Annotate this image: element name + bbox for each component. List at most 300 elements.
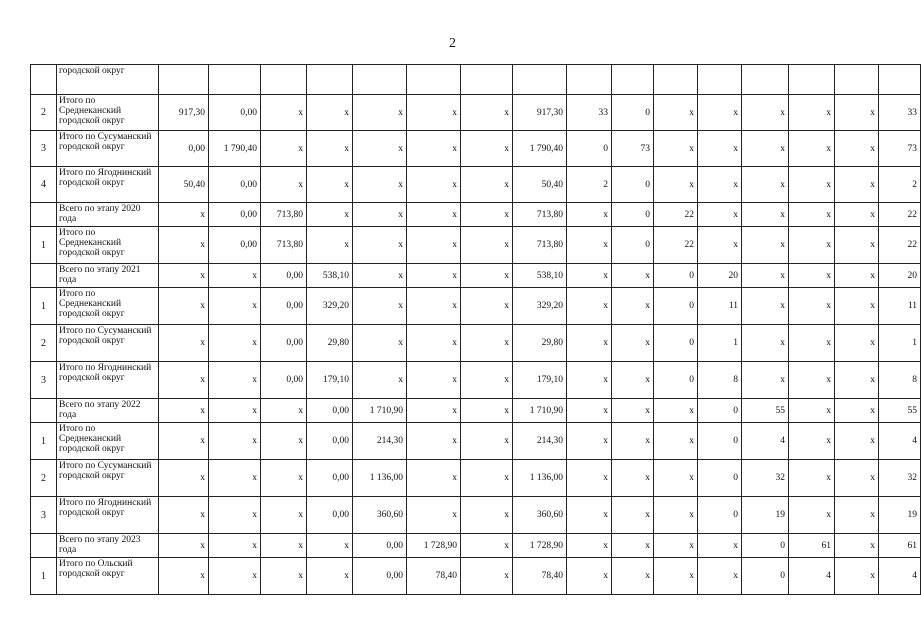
table-cell: 19	[742, 497, 789, 534]
table-cell: 55	[879, 399, 921, 423]
table-cell: 179,10	[513, 362, 567, 399]
row-number: 1	[31, 423, 57, 460]
table-cell	[209, 65, 261, 95]
table-cell: 0,00	[307, 423, 353, 460]
table-cell: x	[742, 264, 789, 288]
table-cell: 0,00	[159, 131, 209, 167]
table-cell	[159, 65, 209, 95]
table-cell: x	[209, 399, 261, 423]
table-cell: x	[835, 558, 879, 595]
table-cell: 1	[879, 325, 921, 362]
table-cell: x	[835, 264, 879, 288]
table-cell: 1 136,00	[353, 460, 407, 497]
table-cell: x	[835, 288, 879, 325]
table-cell: 2	[567, 167, 612, 203]
table-cell: 0	[612, 167, 654, 203]
table-cell: x	[567, 288, 612, 325]
table-cell: x	[567, 497, 612, 534]
table-cell: x	[261, 460, 307, 497]
table-row	[31, 325, 921, 362]
row-number	[31, 203, 57, 227]
table-row	[31, 288, 921, 325]
row-number: 1	[31, 288, 57, 325]
table-cell: x	[654, 558, 698, 595]
row-label: Итого по Ягоднинский городской округ	[57, 497, 159, 534]
table-row	[31, 423, 921, 460]
table-cell: x	[461, 95, 513, 131]
table-cell: 50,40	[513, 167, 567, 203]
table-cell: x	[567, 460, 612, 497]
table-cell: x	[698, 131, 742, 167]
table-cell: 73	[879, 131, 921, 167]
table-cell: x	[407, 423, 461, 460]
table-cell: x	[159, 362, 209, 399]
row-label: Итого по Сусуманский городской округ	[57, 325, 159, 362]
table-cell: x	[567, 558, 612, 595]
table-cell: 8	[879, 362, 921, 399]
row-number: 2	[31, 325, 57, 362]
table-cell: x	[407, 288, 461, 325]
table-cell: x	[407, 460, 461, 497]
table-cell: x	[353, 95, 407, 131]
table-cell: x	[261, 95, 307, 131]
row-label: Всего по этапу 2021 года	[57, 264, 159, 288]
row-label: Итого по Среднеканский городской округ	[57, 288, 159, 325]
table-cell: 0,00	[261, 362, 307, 399]
table-cell: x	[209, 460, 261, 497]
table-cell: x	[698, 95, 742, 131]
table-cell: x	[461, 227, 513, 264]
table-cell: x	[612, 399, 654, 423]
table-cell	[879, 65, 921, 95]
table-cell: 8	[698, 362, 742, 399]
table-cell: x	[835, 167, 879, 203]
table-cell: 20	[879, 264, 921, 288]
table-cell: x	[742, 288, 789, 325]
table-cell: x	[835, 131, 879, 167]
table-cell: x	[461, 460, 513, 497]
table-cell: 1 790,40	[209, 131, 261, 167]
table-cell: 61	[879, 534, 921, 558]
table-cell: x	[159, 460, 209, 497]
table-cell: 0,00	[353, 534, 407, 558]
table-row	[31, 497, 921, 534]
table-cell: x	[789, 227, 835, 264]
table-cell: x	[209, 264, 261, 288]
table-cell: x	[209, 497, 261, 534]
row-number: 1	[31, 558, 57, 595]
table-cell: x	[307, 227, 353, 264]
table-cell: x	[789, 95, 835, 131]
table-cell: x	[353, 288, 407, 325]
table-cell: x	[742, 325, 789, 362]
table-cell: x	[461, 558, 513, 595]
table-cell: x	[159, 203, 209, 227]
table-cell: 917,30	[159, 95, 209, 131]
table-cell: x	[261, 534, 307, 558]
table-cell: x	[789, 288, 835, 325]
table-cell: 713,80	[261, 227, 307, 264]
table-cell: x	[461, 399, 513, 423]
row-label: Итого по Ольский городской округ	[57, 558, 159, 595]
table-cell: 0,00	[307, 399, 353, 423]
table-cell: x	[159, 423, 209, 460]
table-cell: x	[612, 423, 654, 460]
row-label: городской округ	[57, 65, 159, 95]
table-cell: 0	[612, 203, 654, 227]
table-cell: 55	[742, 399, 789, 423]
table-row	[31, 227, 921, 264]
table-cell: 0	[742, 558, 789, 595]
table-cell: x	[835, 325, 879, 362]
table-cell: 4	[789, 558, 835, 595]
table-cell: x	[353, 131, 407, 167]
row-number: 1	[31, 227, 57, 264]
table-cell	[407, 65, 461, 95]
table-cell: x	[742, 203, 789, 227]
row-label: Итого по Среднеканский городской округ	[57, 423, 159, 460]
table-cell: x	[461, 203, 513, 227]
table-cell: x	[612, 497, 654, 534]
table-cell: x	[789, 460, 835, 497]
row-number: 4	[31, 167, 57, 203]
page-number: 2	[449, 36, 456, 51]
table-cell: x	[353, 203, 407, 227]
table-cell: 360,60	[513, 497, 567, 534]
table-row	[31, 558, 921, 595]
table-cell: x	[567, 203, 612, 227]
table-cell: x	[654, 95, 698, 131]
table-cell: x	[789, 131, 835, 167]
table-cell: x	[307, 95, 353, 131]
table-cell: 78,40	[407, 558, 461, 595]
table-cell: 22	[654, 227, 698, 264]
table-cell	[835, 65, 879, 95]
table-cell: x	[742, 227, 789, 264]
table-cell: x	[698, 227, 742, 264]
table-cell: x	[789, 167, 835, 203]
table-cell	[307, 65, 353, 95]
table-cell: 11	[698, 288, 742, 325]
table-cell: 22	[654, 203, 698, 227]
table-cell: 32	[879, 460, 921, 497]
row-number	[31, 65, 57, 95]
table-cell: 538,10	[307, 264, 353, 288]
table-cell: 33	[567, 95, 612, 131]
table-cell: x	[461, 497, 513, 534]
table-cell: 0	[742, 534, 789, 558]
row-label: Итого по Ягоднинский городской округ	[57, 167, 159, 203]
table-cell: 78,40	[513, 558, 567, 595]
table-cell: 29,80	[307, 325, 353, 362]
table-cell: x	[209, 288, 261, 325]
table-cell: x	[407, 227, 461, 264]
table-cell: x	[461, 167, 513, 203]
table-body	[31, 65, 921, 595]
table-cell: 0,00	[307, 497, 353, 534]
table-cell	[612, 65, 654, 95]
table-cell: x	[742, 95, 789, 131]
table-cell: x	[612, 558, 654, 595]
table-cell: 29,80	[513, 325, 567, 362]
table-cell: x	[307, 167, 353, 203]
table-cell: x	[353, 227, 407, 264]
data-table	[30, 64, 921, 595]
table-cell: 0,00	[353, 558, 407, 595]
table-cell: 329,20	[513, 288, 567, 325]
table-cell: x	[407, 399, 461, 423]
table-cell: 1 710,90	[353, 399, 407, 423]
table-cell: 0	[654, 288, 698, 325]
table-cell: 329,20	[307, 288, 353, 325]
table-cell: 1 136,00	[513, 460, 567, 497]
table-cell: x	[742, 167, 789, 203]
table-row	[31, 203, 921, 227]
table-cell: x	[407, 362, 461, 399]
table-cell: x	[654, 534, 698, 558]
table-cell: 0	[698, 399, 742, 423]
row-label: Итого по Ягоднинский городской округ	[57, 362, 159, 399]
table-cell: 1 790,40	[513, 131, 567, 167]
table-cell: 214,30	[513, 423, 567, 460]
table-cell	[513, 65, 567, 95]
table-cell: x	[698, 167, 742, 203]
table-cell: 0,00	[209, 227, 261, 264]
row-number	[31, 264, 57, 288]
table-cell: 4	[742, 423, 789, 460]
table-cell: x	[307, 534, 353, 558]
table-cell: x	[461, 362, 513, 399]
table-cell: x	[612, 362, 654, 399]
row-number: 2	[31, 95, 57, 131]
table-cell: x	[835, 399, 879, 423]
table-cell: x	[742, 362, 789, 399]
table-cell: x	[159, 558, 209, 595]
table-cell: x	[654, 497, 698, 534]
table-cell: 0,00	[209, 167, 261, 203]
table-cell: 0,00	[209, 203, 261, 227]
table-cell: x	[407, 95, 461, 131]
table-cell: x	[789, 264, 835, 288]
table-cell: x	[159, 399, 209, 423]
table-cell: 73	[612, 131, 654, 167]
table-cell: 713,80	[513, 203, 567, 227]
row-label: Итого по Среднеканский городской округ	[57, 227, 159, 264]
table-cell	[567, 65, 612, 95]
table-row	[31, 131, 921, 167]
table-cell: x	[353, 325, 407, 362]
table-cell: x	[835, 497, 879, 534]
table-cell: 0,00	[209, 95, 261, 131]
table-cell: x	[407, 264, 461, 288]
table-cell: x	[654, 460, 698, 497]
table-cell: x	[789, 497, 835, 534]
table-cell: x	[461, 534, 513, 558]
table-cell	[789, 65, 835, 95]
row-label: Всего по этапу 2022 года	[57, 399, 159, 423]
table-cell: 1	[698, 325, 742, 362]
table-cell: x	[407, 167, 461, 203]
table-cell: x	[353, 362, 407, 399]
table-cell: 0,00	[261, 288, 307, 325]
table-cell: x	[698, 203, 742, 227]
table-cell: x	[567, 325, 612, 362]
table-cell: x	[835, 534, 879, 558]
table-cell: 4	[879, 423, 921, 460]
row-number: 2	[31, 460, 57, 497]
table-cell: 0	[654, 325, 698, 362]
table-cell: x	[654, 167, 698, 203]
table-cell: 19	[879, 497, 921, 534]
table-cell: x	[461, 423, 513, 460]
table-cell: 0,00	[261, 325, 307, 362]
row-number	[31, 534, 57, 558]
table-cell: x	[835, 203, 879, 227]
table-cell: x	[307, 558, 353, 595]
table-cell: 0,00	[261, 264, 307, 288]
table-cell: x	[567, 423, 612, 460]
table-cell: x	[654, 423, 698, 460]
table-row	[31, 399, 921, 423]
table-cell: x	[159, 288, 209, 325]
table-cell: x	[353, 167, 407, 203]
table-row	[31, 95, 921, 131]
table-cell: x	[567, 264, 612, 288]
table-cell: x	[307, 131, 353, 167]
table-cell: x	[261, 167, 307, 203]
row-label: Итого по Сусуманский городской округ	[57, 131, 159, 167]
table-cell: x	[261, 497, 307, 534]
table-cell: x	[835, 423, 879, 460]
row-number	[31, 399, 57, 423]
table-cell: x	[654, 399, 698, 423]
table-cell: x	[261, 558, 307, 595]
table-cell: x	[353, 264, 407, 288]
table-cell: 179,10	[307, 362, 353, 399]
table-cell: x	[261, 131, 307, 167]
table-cell: x	[307, 203, 353, 227]
table-cell: 360,60	[353, 497, 407, 534]
table-cell: 0	[698, 423, 742, 460]
table-row	[31, 167, 921, 203]
table-cell: x	[159, 534, 209, 558]
table-cell: 61	[789, 534, 835, 558]
table-cell: x	[567, 534, 612, 558]
table-cell: x	[461, 288, 513, 325]
table-cell: x	[159, 497, 209, 534]
table-cell: x	[654, 131, 698, 167]
table-cell: x	[209, 534, 261, 558]
table-cell: x	[789, 203, 835, 227]
table-cell	[261, 65, 307, 95]
table-cell: 0	[654, 264, 698, 288]
table-cell	[461, 65, 513, 95]
table-cell: 2	[879, 167, 921, 203]
table-cell: 538,10	[513, 264, 567, 288]
table-cell: x	[612, 288, 654, 325]
table-cell: 0,00	[307, 460, 353, 497]
table-cell: x	[567, 362, 612, 399]
table-cell: x	[261, 399, 307, 423]
table-cell: x	[835, 95, 879, 131]
table-row	[31, 460, 921, 497]
table-cell: x	[209, 325, 261, 362]
table-cell: x	[209, 558, 261, 595]
row-label: Всего по этапу 2023 года	[57, 534, 159, 558]
table-cell: x	[612, 264, 654, 288]
table-cell: 0	[567, 131, 612, 167]
table-cell: x	[407, 497, 461, 534]
row-number: 3	[31, 131, 57, 167]
table-cell: 917,30	[513, 95, 567, 131]
row-number: 3	[31, 362, 57, 399]
table-cell	[654, 65, 698, 95]
table-cell: 0	[698, 497, 742, 534]
table-cell: 0	[654, 362, 698, 399]
row-number: 3	[31, 497, 57, 534]
table-cell: x	[612, 534, 654, 558]
table-cell: x	[567, 399, 612, 423]
table-cell: x	[835, 227, 879, 264]
table-cell: x	[835, 362, 879, 399]
table-cell: 713,80	[261, 203, 307, 227]
table-cell: 214,30	[353, 423, 407, 460]
table-cell: x	[742, 131, 789, 167]
table-cell: x	[407, 203, 461, 227]
table-cell: 32	[742, 460, 789, 497]
table-cell	[353, 65, 407, 95]
table-cell: x	[789, 362, 835, 399]
table-cell: x	[461, 131, 513, 167]
table-row	[31, 362, 921, 399]
table-cell: x	[159, 264, 209, 288]
table-cell	[698, 65, 742, 95]
table-cell: 50,40	[159, 167, 209, 203]
table-cell	[742, 65, 789, 95]
table-cell: x	[612, 325, 654, 362]
table-cell: x	[789, 325, 835, 362]
table-row	[31, 264, 921, 288]
table-cell: x	[209, 423, 261, 460]
table-cell: x	[789, 423, 835, 460]
table-cell: x	[789, 399, 835, 423]
table-cell: x	[612, 460, 654, 497]
table-cell: x	[698, 558, 742, 595]
table-cell: 1 728,90	[513, 534, 567, 558]
table-cell: 713,80	[513, 227, 567, 264]
table-row	[31, 534, 921, 558]
table-cell: 0	[612, 227, 654, 264]
table-cell: x	[209, 362, 261, 399]
table-cell: x	[461, 325, 513, 362]
table-cell: x	[835, 460, 879, 497]
table-row	[31, 65, 921, 95]
table-cell: x	[407, 325, 461, 362]
table-cell: x	[159, 227, 209, 264]
row-label: Итого по Сусуманский городской округ	[57, 460, 159, 497]
table-cell: x	[567, 227, 612, 264]
table-cell: 22	[879, 227, 921, 264]
table-cell: x	[461, 264, 513, 288]
table-cell: 1 728,90	[407, 534, 461, 558]
table-cell: 0	[698, 460, 742, 497]
table-cell: 20	[698, 264, 742, 288]
row-label: Итого по Среднеканский городской округ	[57, 95, 159, 131]
table-cell: 33	[879, 95, 921, 131]
table-cell: x	[261, 423, 307, 460]
table-cell: x	[159, 325, 209, 362]
table-cell: 1 710,90	[513, 399, 567, 423]
